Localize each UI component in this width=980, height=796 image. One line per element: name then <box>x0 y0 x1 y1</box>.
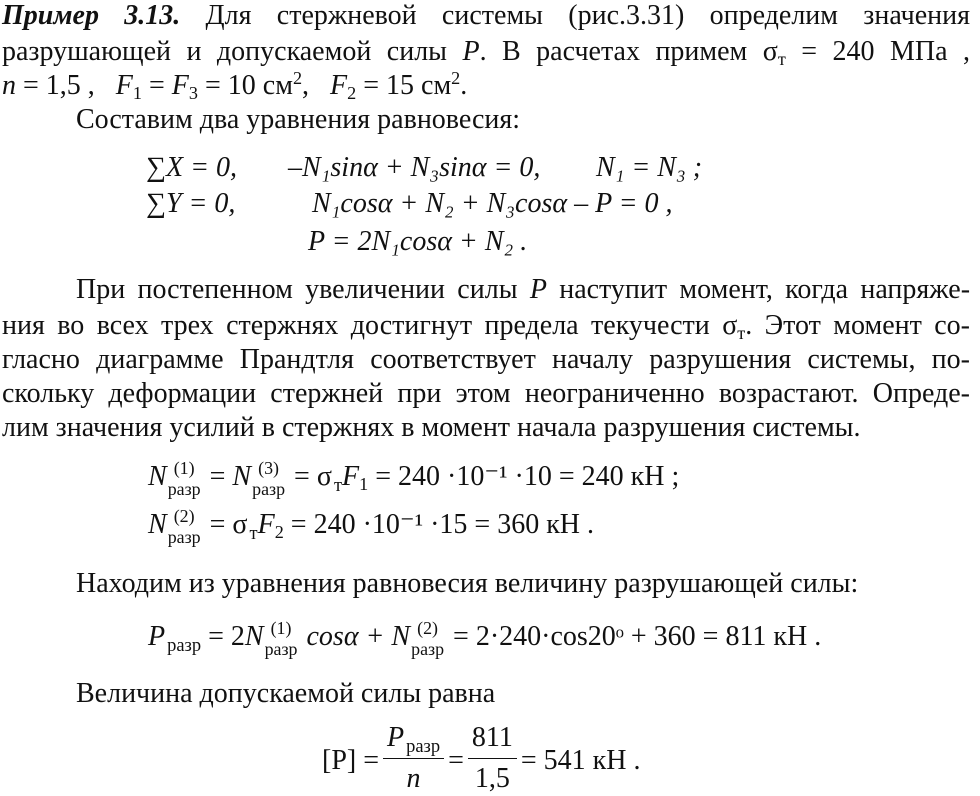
paragraph-line-3: гласно диаграмме Прандтля соответствует началу разрушения системы, по- <box>2 344 970 375</box>
formula-force-row-1: N (1) разр = N (3) разр = σ $тF_1 = 240 \cdot 10^{-1} \cdot 10 = 240$ кН ; <box>148 458 680 499</box>
intro-text: разрушающей и допускаемой силы P. В расчетах примем <box>2 36 748 67</box>
yield-stress-symbol: $\sigma_т$. Этот момент со- <box>722 310 971 344</box>
area-f2: $F_2 = 15$ $см^2$. <box>330 68 468 104</box>
formula-force-row-2: N (2) разр = σ $тF_2 = 240 \cdot 10^{-1} \cdot 15 = 360$ кН . <box>148 506 595 547</box>
equilibrium-intro: Составим два уравнения равновесия: <box>76 104 521 135</box>
eq-row2-mid: N₁cosα + N₂ + N₃cosα – P = 0 , <box>312 188 673 219</box>
intro-line-2 <box>2 36 971 70</box>
heading-text: Для стержневой системы (рис.3.31) определим значения <box>205 0 970 31</box>
example-label: Пример 3.13. <box>2 0 181 31</box>
paragraph-line-5: лим значения усилий в стержнях в момент начала разрушения системы. <box>2 412 861 443</box>
fraction-p-over-n: $\frac{\text{P разр}}{n}$ <box>383 724 444 793</box>
allowable-intro: Величина допускаемой силы равна <box>76 678 496 709</box>
eq-row2-left: ∑Y = 0, <box>146 188 236 219</box>
area-f1-f3: $F_1 = F_3 = 10$ $см^2$, <box>115 68 310 104</box>
intro-line-3 <box>2 68 468 104</box>
eq-row1-mid: –N₁sinα + N₃sinα = 0, <box>288 152 541 183</box>
yield-stress-value: $\sigma_т = 240$ МПа , <box>762 36 971 70</box>
safety-factor-value: = 1,5 , <box>23 70 95 101</box>
eq-row1-right: N₁ = N₃ ; <box>596 152 703 183</box>
failure-intro: Находим из уравнения равновесия величину разрушающей силы: <box>76 568 859 599</box>
eq-row3: P = 2N₁cosα + N₂ . <box>308 226 528 257</box>
formula-allowable-force: [P] = $\frac{\text{P разр}}{n}$ = $\frac{811}{1,5}$ = 541 кН . <box>322 722 641 794</box>
force-symbol: P <box>462 36 480 67</box>
formula-failure-force: P $_{разр}$ = 2N (1) разр cosα + N (2) разр = 2·240·cos20ᵒ + 360 = 811 кН . <box>148 618 822 659</box>
safety-factor-symbol: n <box>2 70 16 101</box>
paragraph-line-4: скольку деформации стержней при этом неограниченно возрастают. Опреде- <box>2 378 970 409</box>
paragraph-line-1: При постепенном увеличении силы P наступит момент, когда напряже- <box>76 274 971 305</box>
fraction-811-over-1-5: $\frac{811}{1,5}$ <box>468 724 517 793</box>
force-symbol-2: P <box>529 274 547 305</box>
paragraph-line-2: ния во всех трех стержнях достигнут предела текучести $\sigma_т$. Этот момент со- <box>2 310 971 344</box>
eq-row1-left: ∑X = 0, <box>146 152 237 183</box>
example-heading-line <box>2 2 970 30</box>
